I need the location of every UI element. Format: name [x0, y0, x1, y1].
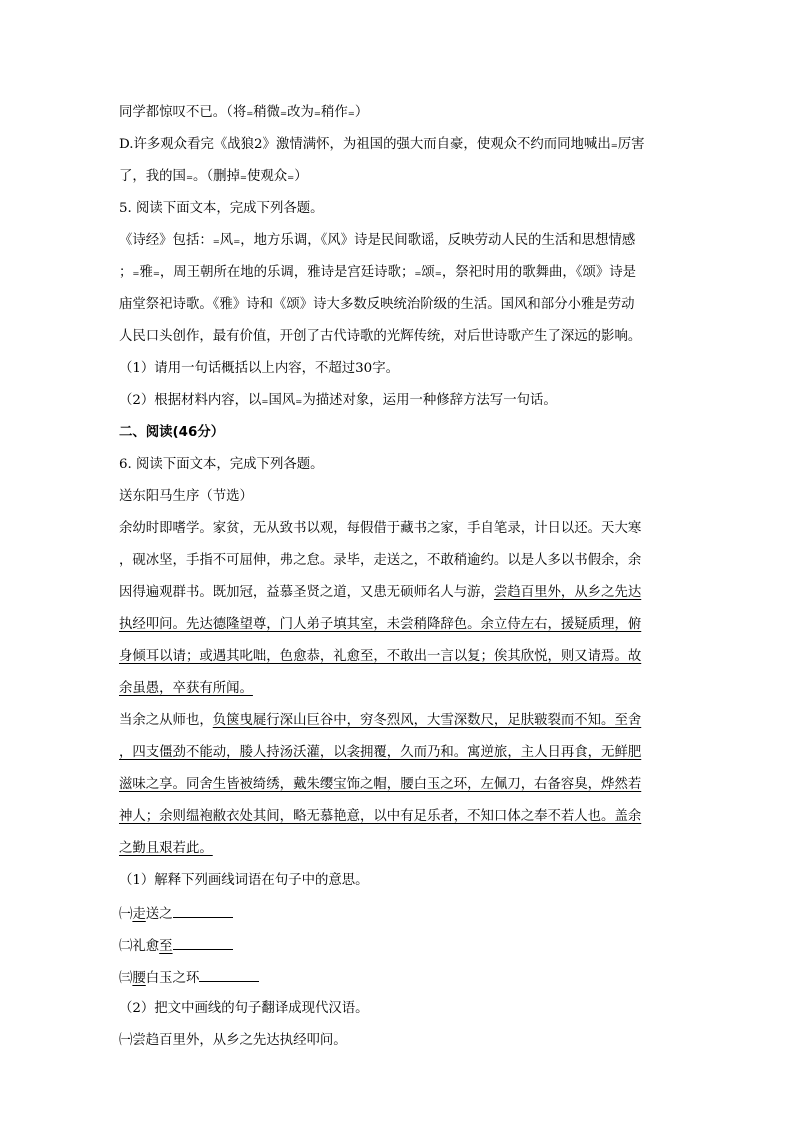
vocab-item-1	[119, 903, 679, 925]
underlined-segment: 余虽愚，卒获有所闻。	[119, 681, 253, 696]
option-d-line: D.许多观众看完《战狼2》激情满怀，为祖国的强大而自豪，使观众不约而同地喊出₌厉害	[119, 137, 645, 152]
underlined-line	[119, 679, 679, 699]
underlined-segment: 负箧曳屣行深山巨谷中，穷冬烈风，大雪深数尺，足肤皲裂而不知。至舍	[212, 713, 642, 728]
underlined-segment: 尝趋百里外，从乡之先达	[493, 585, 642, 600]
underlined-line	[119, 839, 679, 859]
vocab-item-3	[119, 967, 679, 989]
section-heading: 二、阅读(46分）	[119, 425, 225, 440]
item-marker: ㈠	[119, 907, 133, 922]
underlined-line: 滋味之享。同舍生皆被绮绣，戴朱缨宝饰之帽，腰白玉之环，左佩刀，右备容臭，烨然若	[119, 777, 642, 792]
target-word: 腰	[132, 971, 146, 986]
context-text: 送之	[145, 907, 173, 922]
sub-question-2: （2）把文中画线的句子翻译成现代汉语。	[119, 1001, 369, 1016]
answer-blank[interactable]	[173, 935, 233, 950]
passage-line: 《诗经》包括：₌风₌，地方乐调，《风》诗是民间歌谣，反映劳动人民的生活和思想情感	[119, 233, 636, 248]
plain-segment: 当余之从师也，	[119, 713, 213, 728]
passage-title: 送东阳马生序（节选）	[119, 489, 253, 504]
context-text: 白玉之环	[145, 971, 200, 986]
sub-question-2: （2）根据材料内容，以₌国风₌为描述对象，运用一种修辞方法写一句话。	[119, 393, 557, 408]
target-word: 至	[159, 939, 173, 954]
translation-item-1: ㈠尝趋百里外，从乡之先达执经叩问。	[119, 1033, 347, 1048]
passage-line: ；₌雅₌，周王朝所在地的乐调，雅诗是宫廷诗歌；₌颂₌，祭祀时用的歌舞曲，《颂》诗是	[119, 265, 637, 280]
classical-passage-line: 余幼时即嗜学。家贫，无从致书以观，每假借于藏书之家，手自笔录，计日以还。天大寒	[119, 521, 642, 536]
context-text: 礼愈	[132, 939, 160, 954]
underlined-line: 神人；余则缊袍敝衣处其间，略无慕艳意，以中有足乐者，不知口体之奉不若人也。盖余	[119, 809, 642, 824]
item-marker: ㈡	[119, 939, 133, 954]
answer-blank[interactable]	[173, 903, 233, 918]
answer-blank[interactable]	[199, 967, 259, 982]
underlined-segment: 之勤且艰若此。	[119, 841, 213, 856]
sub-question-1: （1）请用一句话概括以上内容，不超过30字。	[119, 361, 399, 376]
plain-segment: 因得遍观群书。既加冠，益慕圣贤之道，又患无硕师名人与游，	[119, 585, 494, 600]
item-marker: ㈢	[119, 971, 133, 986]
vocab-item-2	[119, 935, 679, 957]
question-5-heading: 5. 阅读下面文本，完成下列各题。	[119, 201, 324, 216]
passage-line: 庙堂祭祀诗歌。《雅》诗和《颂》诗大多数反映统治阶级的生活。国风和部分小雅是劳动	[119, 297, 635, 312]
sub-question-1: （1）解释下列画线词语在句子中的意思。	[119, 873, 369, 888]
passage-line: 人民口头创作，最有价值，开创了古代诗歌的光辉传统，对后世诗歌产生了深远的影响。	[119, 329, 642, 344]
underlined-line: ，四支僵劲不能动，媵人持汤沃灌，以衾拥覆，久而乃和。寓逆旅，主人日再食，无鲜肥	[119, 745, 642, 760]
classical-passage-line	[119, 711, 679, 731]
target-word: 走	[132, 907, 146, 922]
text-line: 了，我的国₌。（删掉₌使观众₌）	[119, 169, 308, 184]
question-6-heading: 6. 阅读下面文本，完成下列各题。	[119, 457, 324, 472]
classical-passage-line: ，砚冰坚，手指不可屈伸，弗之怠。录毕，走送之，不敢稍逾约。以是人多以书假余，余	[119, 553, 642, 568]
underlined-line: 执经叩问。先达德隆望尊，门人弟子填其室，未尝稍降辞色。余立侍左右，援疑质理，俯	[119, 617, 642, 632]
underlined-line: 身倾耳以请；或遇其叱咄，色愈恭，礼愈至，不敢出一言以复；俟其欣悦，则又请焉。故	[119, 649, 642, 664]
text-line: 同学都惊叹不已。（将₌稍微₌改为₌稍作₌）	[119, 105, 369, 120]
classical-passage-line	[119, 583, 679, 603]
